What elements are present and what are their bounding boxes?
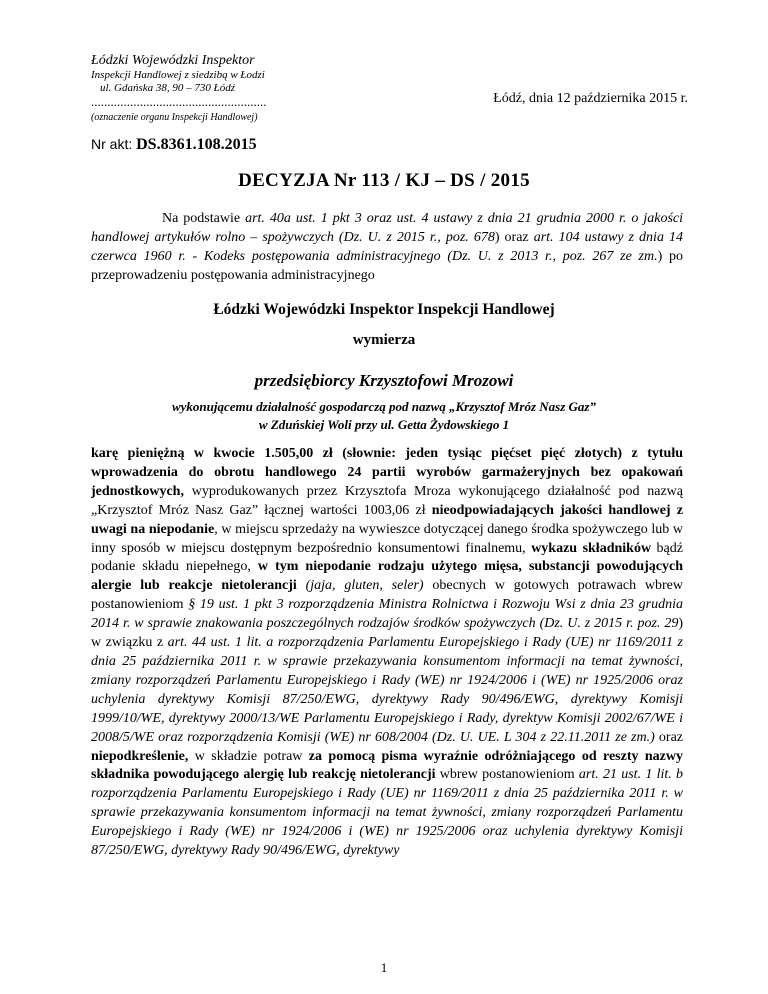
authority-name: Łódzki Wojewódzki Inspektor Inspekcji Handlowej (213, 301, 555, 318)
org-dotted-line: ...................................................... (91, 94, 267, 109)
place-and-date: Łódź, dnia 12 października 2015 r. (493, 91, 688, 106)
decision-title: DECYZJA Nr 113 / KJ – DS / 2015 (238, 170, 530, 191)
case-number-value: DS.8361.108.2015 (136, 136, 257, 153)
org-note: (oznaczenie organu Inspekcji Handlowej) (91, 112, 258, 123)
case-number (91, 136, 257, 154)
case-number-label: Nr akt: (91, 136, 133, 152)
intro-paragraph: Na podstawie art. 40a ust. 1 pkt 3 oraz ust. 4 ustawy z dnia 21 grudnia 2000 r. o jakości handlowej artykułów rolno – spożywczych (Dz. U. z 2015 r., poz. 678) oraz art. 104 ustawy z dnia 14 czerwca 1960 r. - Kodeks postępowania administracyjnego (Dz. U. z 2013 r., poz. 267 ze zm.) po przeprowadzeniu postępowania administracyjnego (91, 211, 683, 283)
org-name: Łódzki Wojewódzki Inspektor (91, 53, 255, 68)
addressee-address: w Zduńskiej Woli przy ul. Getta Żydowskiego 1 (258, 417, 510, 432)
addressee-name: przedsiębiorcy Krzysztofowi Mrozowi (254, 371, 514, 390)
decision-body: karę pieniężną w kwocie 1.505,00 zł (słownie: jeden tysiąc pięćset pięć złotych) z tytułu wprowadzenia do obrotu handlowego 24 partii wyrobów garmażeryjnych bez opakowań jednostkowych, wyprodukowanych przez Krzysztofa Mroza wykonującego działalność pod nazwą „Krzysztof Mróz Nasz Gaz” łącznej wartości 1003,06 zł nieodpowiadających jakości handlowej z uwagi na niepodanie, w miejscu sprzedaży na wywieszce dotyczącej danego środka spożywczego lub w inny sposób w miejscu dostępnym bezpośrednio konsumentowi finalnemu, wykazu składników bądź podanie składu niepełnego, w tym niepodanie rodzaju użytego mięsa, substancji powodujących alergie lub reakcje nietolerancji (jaja, gluten, seler) obecnych w gotowych potrawach wbrew postanowieniom § 19 ust. 1 pkt 3 rozporządzenia Ministra Rolnictwa i Rozwoju Wsi z dnia 23 grudnia 2014 r. w sprawie znakowania poszczególnych rodzajów środków spożywczych (Dz. U. z 2015 r. poz. 29) w związku z art. 44 ust. 1 lit. a rozporządzenia Parlamentu Europejskiego i Rady (UE) nr 1169/2011 z dnia 25 października 2011 r. w sprawie przekazywania konsumentom informacji na temat żywności, zmiany rozporządzeń Parlamentu Europejskiego i Rady (WE) nr 1924/2006 i (WE) nr 1925/2006 oraz uchylenia dyrektywy Komisji 87/250/EWG, dyrektywy Rady 90/496/EWG, dyrektywy Komisji 1999/10/WE, dyrektywy 2000/13/WE Parlamentu Europejskiego i Rady, dyrektyw Komisji 2002/67/WE i 2008/5/WE oraz rozporządzenia Komisji (WE) nr 608/2004 (Dz. U. UE. L 304 z 22.11.2011 ze zm.) oraz niepodkreślenie, w składzie potraw za pomocą pisma wyraźnie odróżniającego od reszty nazwy składnika powodującego alergię lub reakcję nietolerancji wbrew postanowieniom art. 21 ust. 1 lit. b rozporządzenia Parlamentu Europejskiego i Rady (UE) nr 1169/2011 z dnia 25 października 2011 r. w sprawie przekazywania konsumentom informacji na temat żywności, zmiany rozporządzeń Parlamentu Europejskiego i Rady (WE) nr 1924/2006 i (WE) nr 1925/2006 oraz uchylenia dyrektywy Komisji 87/250/EWG, dyrektywy Rady 90/496/EWG, dyrektywy (91, 446, 684, 859)
organization-header (91, 53, 265, 94)
org-seat: Inspekcji Handlowej z siedzibą w Łodzi (91, 69, 265, 82)
page-number: 1 (380, 960, 388, 975)
org-address: ul. Gdańska 38, 90 – 730 Łódź (100, 81, 236, 94)
addressee-business: wykonującemu działalność gospodarczą pod nazwą „Krzysztof Mróz Nasz Gaz” (171, 399, 596, 414)
decision-verb: wymierza (352, 332, 416, 348)
